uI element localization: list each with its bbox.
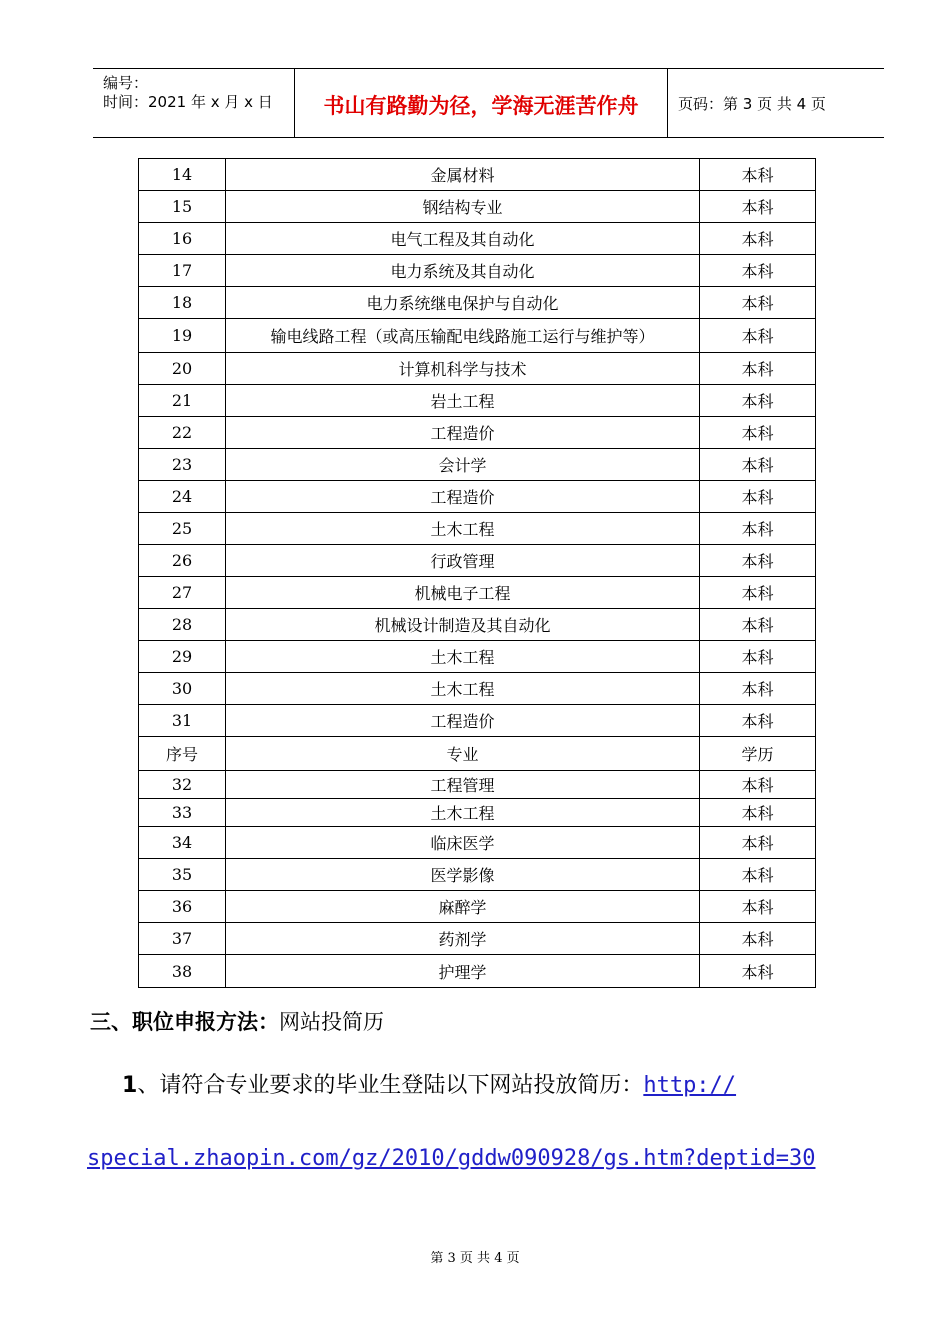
table-row <box>139 891 816 923</box>
application-url-link-start[interactable]: http:// <box>643 1073 737 1098</box>
row-number-cell: 38 <box>139 955 226 988</box>
degree-cell: 本科 <box>700 545 816 577</box>
url-continuation <box>87 1146 815 1171</box>
degree-cell: 本科 <box>700 641 816 673</box>
major-cell: 电力系统继电保护与自动化 <box>226 287 700 319</box>
row-number-cell: 16 <box>139 223 226 255</box>
table-row <box>139 923 816 955</box>
table-row <box>139 771 816 799</box>
degree-cell: 本科 <box>700 859 816 891</box>
row-number-cell: 19 <box>139 319 226 353</box>
page-header <box>93 68 884 138</box>
major-cell: 麻醉学 <box>226 891 700 923</box>
major-cell: 药剂学 <box>226 923 700 955</box>
major-cell: 电气工程及其自动化 <box>226 223 700 255</box>
row-number-cell: 23 <box>139 449 226 481</box>
degree-cell: 本科 <box>700 319 816 353</box>
section-heading <box>90 1006 384 1036</box>
table-row <box>139 955 816 988</box>
table-row <box>139 545 816 577</box>
degree-cell: 本科 <box>700 223 816 255</box>
degree-cell: 本科 <box>700 923 816 955</box>
majors-table <box>138 158 816 988</box>
row-number-cell: 18 <box>139 287 226 319</box>
row-number-cell: 35 <box>139 859 226 891</box>
degree-cell: 本科 <box>700 255 816 287</box>
major-cell: 土木工程 <box>226 513 700 545</box>
table-row <box>139 255 816 287</box>
row-number-cell: 37 <box>139 923 226 955</box>
row-number-cell: 36 <box>139 891 226 923</box>
degree-cell: 本科 <box>700 385 816 417</box>
table-row <box>139 737 816 771</box>
table-row <box>139 641 816 673</box>
degree-cell: 本科 <box>700 159 816 191</box>
section-title: 三、职位申报方法： <box>90 1010 279 1034</box>
degree-cell: 本科 <box>700 673 816 705</box>
row-number-cell: 33 <box>139 799 226 827</box>
header-motto: 书山有路勤为径，学海无涯苦作舟 <box>323 94 639 118</box>
degree-cell: 本科 <box>700 513 816 545</box>
row-number-cell: 26 <box>139 545 226 577</box>
major-cell: 土木工程 <box>226 799 700 827</box>
majors-table-body <box>139 159 816 988</box>
degree-cell: 本科 <box>700 891 816 923</box>
degree-cell: 本科 <box>700 287 816 319</box>
row-number-cell: 21 <box>139 385 226 417</box>
table-row <box>139 513 816 545</box>
degree-cell: 本科 <box>700 955 816 988</box>
row-number-cell: 序号 <box>139 737 226 771</box>
major-cell: 医学影像 <box>226 859 700 891</box>
table-row <box>139 859 816 891</box>
instruction-paragraph <box>122 1068 736 1099</box>
header-meta-cell <box>93 69 295 137</box>
table-row <box>139 609 816 641</box>
row-number-cell: 29 <box>139 641 226 673</box>
degree-cell: 本科 <box>700 449 816 481</box>
major-cell: 岩土工程 <box>226 385 700 417</box>
degree-cell: 本科 <box>700 827 816 859</box>
major-cell: 护理学 <box>226 955 700 988</box>
table-row <box>139 577 816 609</box>
degree-cell: 本科 <box>700 191 816 223</box>
row-number-cell: 24 <box>139 481 226 513</box>
instruction-text: 、请符合专业要求的毕业生登陆以下网站投放简历： <box>137 1073 644 1098</box>
table-row <box>139 481 816 513</box>
table-row <box>139 191 816 223</box>
section-method: 网站投简历 <box>279 1010 384 1034</box>
degree-cell: 本科 <box>700 609 816 641</box>
major-cell: 钢结构专业 <box>226 191 700 223</box>
row-number-cell: 20 <box>139 353 226 385</box>
table-row <box>139 385 816 417</box>
major-cell: 工程管理 <box>226 771 700 799</box>
degree-cell: 学历 <box>700 737 816 771</box>
row-number-cell: 30 <box>139 673 226 705</box>
major-cell: 计算机科学与技术 <box>226 353 700 385</box>
major-cell: 工程造价 <box>226 481 700 513</box>
row-number-cell: 25 <box>139 513 226 545</box>
row-number-cell: 15 <box>139 191 226 223</box>
table-row <box>139 799 816 827</box>
major-cell: 电力系统及其自动化 <box>226 255 700 287</box>
instruction-number: 1 <box>122 1073 138 1098</box>
major-cell: 输电线路工程（或高压输配电线路施工运行与维护等） <box>226 319 700 353</box>
degree-cell: 本科 <box>700 481 816 513</box>
document-number-label: 编号： <box>103 74 149 92</box>
table-row <box>139 223 816 255</box>
row-number-cell: 34 <box>139 827 226 859</box>
table-row <box>139 159 816 191</box>
degree-cell: 本科 <box>700 771 816 799</box>
major-cell: 临床医学 <box>226 827 700 859</box>
row-number-cell: 14 <box>139 159 226 191</box>
degree-cell: 本科 <box>700 353 816 385</box>
major-cell: 土木工程 <box>226 641 700 673</box>
row-number-cell: 28 <box>139 609 226 641</box>
table-row <box>139 827 816 859</box>
application-url-link[interactable]: special.zhaopin.com/gz/2010/gddw090928/gs.htm?deptid=30 <box>87 1146 816 1171</box>
document-time-label: 时间：2021 年 x 月 x 日 <box>103 93 273 111</box>
table-row <box>139 705 816 737</box>
degree-cell: 本科 <box>700 417 816 449</box>
row-number-cell: 27 <box>139 577 226 609</box>
major-cell: 行政管理 <box>226 545 700 577</box>
degree-cell: 本科 <box>700 799 816 827</box>
major-cell: 会计学 <box>226 449 700 481</box>
row-number-cell: 22 <box>139 417 226 449</box>
major-cell: 土木工程 <box>226 673 700 705</box>
row-number-cell: 32 <box>139 771 226 799</box>
degree-cell: 本科 <box>700 577 816 609</box>
degree-cell: 本科 <box>700 705 816 737</box>
major-cell: 工程造价 <box>226 417 700 449</box>
row-number-cell: 31 <box>139 705 226 737</box>
major-cell: 工程造价 <box>226 705 700 737</box>
header-page-cell <box>668 69 884 137</box>
table-row <box>139 417 816 449</box>
header-page-info: 页码：第 3 页 共 4 页 <box>678 95 826 113</box>
table-row <box>139 319 816 353</box>
major-cell: 金属材料 <box>226 159 700 191</box>
major-cell: 机械设计制造及其自动化 <box>226 609 700 641</box>
header-motto-cell <box>295 69 668 137</box>
table-row <box>139 449 816 481</box>
page-footer: 第 3 页 共 4 页 <box>430 1251 520 1266</box>
table-row <box>139 287 816 319</box>
row-number-cell: 17 <box>139 255 226 287</box>
major-cell: 专业 <box>226 737 700 771</box>
table-row <box>139 673 816 705</box>
major-cell: 机械电子工程 <box>226 577 700 609</box>
table-row <box>139 353 816 385</box>
